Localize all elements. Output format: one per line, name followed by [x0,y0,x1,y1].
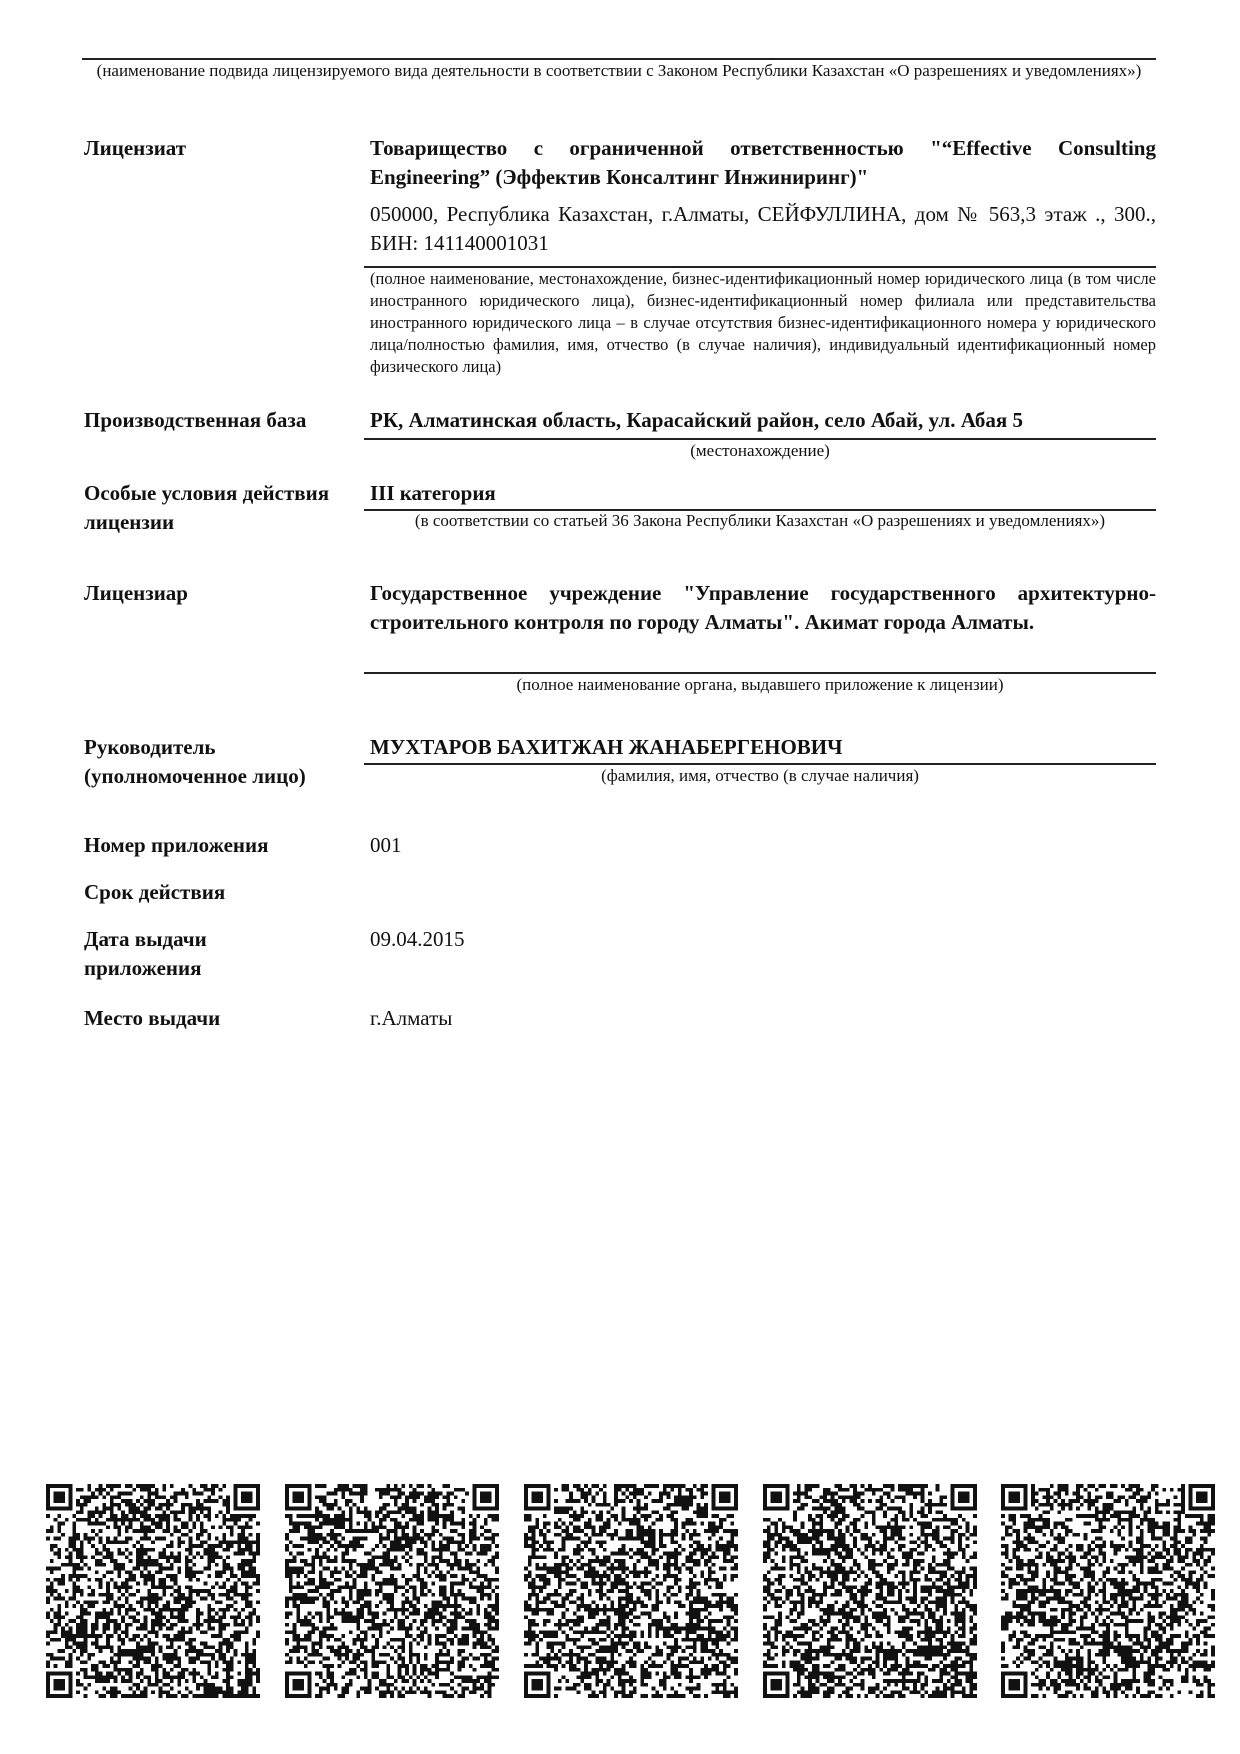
special-conditions-caption: (в соответствии со статьей 36 Закона Республики Казахстан «О разрешениях и уведомлениях») [414,511,1106,530]
qr-code-icon [763,1484,977,1698]
subtype-caption: (наименование подвида лицензируемого вида деятельности в соответствии с Законом Республики Казахстан «О разрешениях и уведомлениях») [96,61,1142,80]
licensor-value: Государственное учреждение "Управление государственного архитектурно-строительного контроля по городу Алматы". Акимат города Алматы. [370,581,1156,634]
special-conditions-value: III категория [370,481,496,505]
issue-place-value: г.Алматы [370,1006,453,1030]
head-value: МУХТАРОВ БАХИТЖАН ЖАНАБЕРГЕНОВИЧ [370,735,843,759]
production-base-value: РК, Алматинская область, Карасайский район, село Абай, ул. Абая 5 [370,408,1023,432]
qr-code-icon [285,1484,499,1698]
issue-date-label: Дата выдачи приложения [84,927,207,980]
production-base-label: Производственная база [84,408,307,432]
appendix-number-value: 001 [370,833,402,857]
validity-label: Срок действия [84,880,226,904]
head-caption: (фамилия, имя, отчество (в случае наличия) [601,766,919,785]
licensor-caption: (полное наименование органа, выдавшего приложение к лицензии) [516,675,1004,694]
licensee-caption: (полное наименование, местонахождение, бизнес-идентификационный номер юридического лица (в том числе иностранного юридического лица), бизнес-идентификационный номер филиала или представительства иностранного юридического лица – в случае отсутствия бизнес-идентификационного номера у юридического лица/полностью фамилия, имя, отчество (в случае наличия), индивидуальный идентификационный номер физического лица) [370,269,1156,376]
appendix-number-label: Номер приложения [84,833,269,857]
licensee-label: Лицензиат [84,136,187,160]
licensor-label: Лицензиар [84,581,188,605]
qr-code-icon [46,1484,260,1698]
issue-date-value: 09.04.2015 [370,927,465,951]
licensee-address: 050000, Республика Казахстан, г.Алматы, СЕЙФУЛЛИНА, дом № 563,3 этаж ., 300., БИН: 141140001031 [370,202,1156,255]
issue-place-label: Место выдачи [84,1006,221,1030]
special-conditions-label: Особые условия действия лицензии [84,481,330,534]
production-base-caption: (местонахождение) [690,441,830,460]
head-label: Руководитель (уполномоченное лицо) [84,735,306,788]
qr-code-icon [1001,1484,1215,1698]
qr-code-icon [524,1484,738,1698]
licensee-name: Товарищество с ограниченной ответственностью "“Effective Consulting Engineering” (Эффектив Консалтинг Инжиниринг)" [370,136,1156,189]
